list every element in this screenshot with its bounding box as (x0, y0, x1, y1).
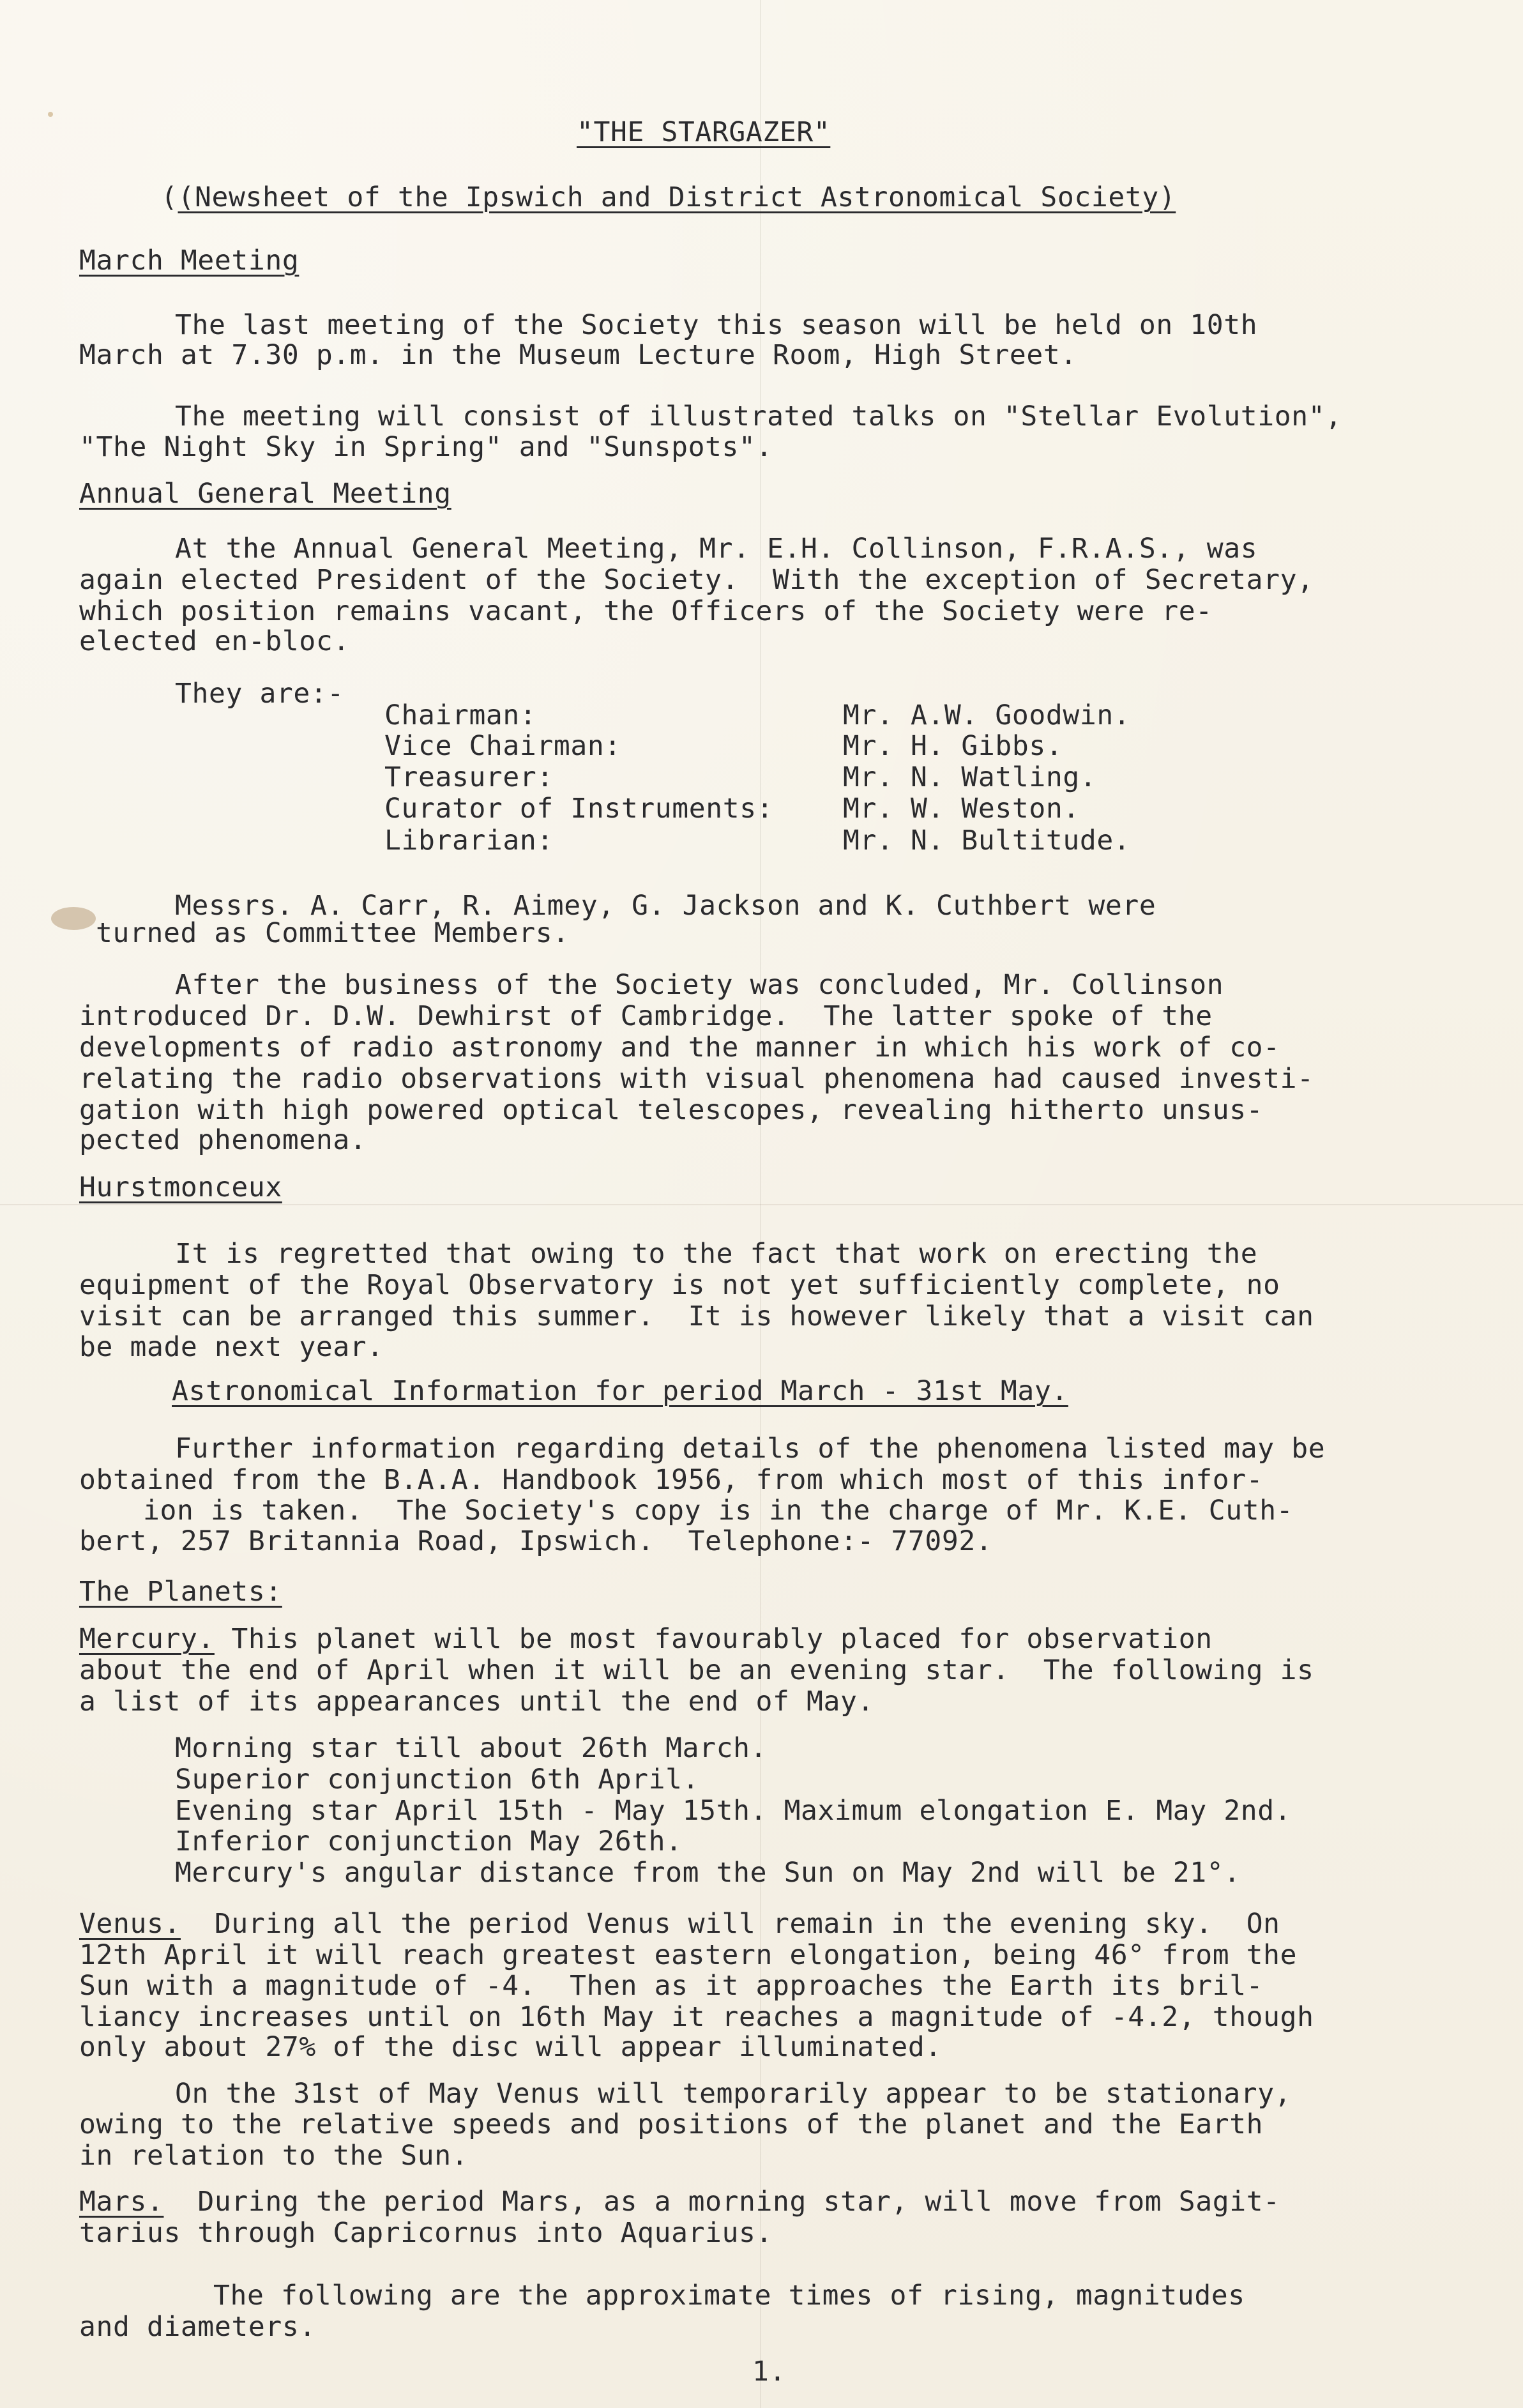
paragraph-line: Further information regarding details of the phenomena listed may be (175, 1433, 1326, 1465)
paragraph-text: During the period Mars, as a morning star, will move from Sagit- (163, 2186, 1280, 2218)
paragraph-line: March at 7.30 p.m. in the Museum Lecture Room, High Street. (79, 339, 1077, 371)
venus-label: Venus. (79, 1908, 181, 1940)
paper-speck (48, 112, 53, 117)
paragraph-line: be made next year. (79, 1331, 384, 1363)
subtitle-open-paren: ( (161, 181, 178, 213)
paragraph-line: obtained from the B.A.A. Handbook 1956, from which most of this infor- (79, 1464, 1264, 1496)
paragraph-line: visit can be arranged this summer. It is however likely that a visit can (79, 1300, 1314, 1332)
venus-paragraph-first-line (79, 1908, 1280, 1940)
mercury-list-item: Morning star till about 26th March. (175, 1732, 768, 1764)
officer-name: Mr. A.W. Goodwin. (843, 699, 1131, 731)
paragraph-line: again elected President of the Society. With the exception of Secretary, (79, 564, 1314, 596)
officer-name: Mr. N. Watling. (843, 761, 1097, 793)
officers-intro: They are:- (175, 678, 344, 710)
mars-label: Mars. (79, 2186, 164, 2218)
section-heading-agm: Annual General Meeting (79, 478, 451, 510)
paragraph-line: After the business of the Society was concluded, Mr. Collinson (175, 969, 1224, 1001)
paragraph-line: equipment of the Royal Observatory is not yet sufficiently complete, no (79, 1269, 1280, 1301)
paragraph-line: elected en-bloc. (79, 625, 350, 657)
mercury-list-item: Evening star April 15th - May 15th. Maximum elongation E. May 2nd. (175, 1795, 1292, 1827)
officer-role: Curator of Instruments: (384, 793, 774, 825)
mercury-label: Mercury. (79, 1623, 215, 1655)
newsletter-subtitle (161, 181, 1176, 213)
paragraph-line: On the 31st of May Venus will temporarily appear to be stationary, (175, 2078, 1292, 2110)
section-heading-planets: The Planets: (79, 1576, 282, 1608)
paragraph-line: 12th April it will reach greatest eastern elongation, being 46° from the (79, 1939, 1298, 1971)
paragraph-line: The last meeting of the Society this season will be held on 10th (175, 309, 1258, 341)
section-heading-astronomical-information: Astronomical Information for period March - 31st May. (172, 1375, 1068, 1407)
paragraph-line: turned as Committee Members. (96, 917, 570, 949)
officer-role: Treasurer: (384, 761, 554, 793)
paragraph-line: only about 27% of the disc will appear illuminated. (79, 2031, 942, 2063)
fold-crease (0, 1204, 1523, 1205)
paragraph-line: tarius through Capricornus into Aquarius. (79, 2217, 773, 2249)
paragraph-line: Messrs. A. Carr, R. Aimey, G. Jackson and K. Cuthbert were (175, 890, 1156, 922)
officer-role: Chairman: (384, 699, 537, 731)
paragraph-line: The following are the approximate times of rising, magnitudes (213, 2280, 1245, 2312)
paragraph-line: owing to the relative speeds and positions of the planet and the Earth (79, 2108, 1264, 2140)
paragraph-line: a list of its appearances until the end of May. (79, 1686, 874, 1718)
paragraph-line: The meeting will consist of illustrated talks on "Stellar Evolution", (175, 400, 1342, 432)
paragraph-line: bert, 257 Britannia Road, Ipswich. Telephone:- 77092. (79, 1525, 993, 1557)
paragraph-line: introduced Dr. D.W. Dewhirst of Cambridge. The latter spoke of the (79, 1000, 1213, 1032)
officer-name: Mr. N. Bultitude. (843, 825, 1131, 857)
paragraph-line: gation with high powered optical telescopes, revealing hitherto unsus- (79, 1094, 1264, 1126)
mercury-list-item: Mercury's angular distance from the Sun on May 2nd will be 21°. (175, 1857, 1241, 1889)
officer-role: Librarian: (384, 825, 554, 857)
paragraph-line: in relation to the Sun. (79, 2140, 469, 2172)
officer-role: Vice Chairman: (384, 730, 621, 762)
section-heading-march-meeting: March Meeting (79, 245, 299, 277)
paragraph-text: During all the period Venus will remain in the evening sky. On (180, 1908, 1280, 1940)
officer-name: Mr. W. Weston. (843, 793, 1080, 825)
mercury-list-item: Superior conjunction 6th April. (175, 1764, 700, 1795)
mercury-list-item: Inferior conjunction May 26th. (175, 1825, 683, 1857)
paragraph-line: ion is taken. The Society's copy is in the charge of Mr. K.E. Cuth- (143, 1495, 1294, 1527)
paragraph-line: liancy increases until on 16th May it reaches a magnitude of -4.2, though (79, 2001, 1314, 2033)
section-heading-hurstmonceux: Hurstmonceux (79, 1171, 282, 1203)
paragraph-line: It is regretted that owing to the fact that work on erecting the (175, 1238, 1258, 1270)
newsletter-title: "THE STARGAZER" (577, 116, 831, 148)
mars-paragraph-first-line (79, 2186, 1280, 2218)
paragraph-line: developments of radio astronomy and the manner in which his work of co- (79, 1032, 1280, 1063)
subtitle-text: (Newsheet of the Ipswich and District Astronomical Society) (178, 181, 1176, 213)
officer-name: Mr. H. Gibbs. (843, 730, 1063, 762)
paragraph-line: about the end of April when it will be an evening star. The following is (79, 1654, 1314, 1686)
mercury-paragraph-first-line (79, 1623, 1213, 1655)
page-number: 1. (752, 2356, 786, 2388)
paragraph-line: Sun with a magnitude of -4. Then as it approaches the Earth its bril- (79, 1970, 1264, 2002)
paragraph-text: This planet will be most favourably placed for observation (214, 1623, 1213, 1655)
paragraph-line: and diameters. (79, 2311, 316, 2343)
paragraph-line: At the Annual General Meeting, Mr. E.H. Collinson, F.R.A.S., was (175, 533, 1258, 565)
paragraph-line: which position remains vacant, the Officers of the Society were re- (79, 595, 1213, 627)
paragraph-line: relating the radio observations with visual phenomena had caused investi- (79, 1063, 1314, 1095)
paper-smudge (51, 907, 96, 930)
paragraph-line: "The Night Sky in Spring" and "Sunspots". (79, 431, 773, 463)
paragraph-line: pected phenomena. (79, 1124, 367, 1156)
